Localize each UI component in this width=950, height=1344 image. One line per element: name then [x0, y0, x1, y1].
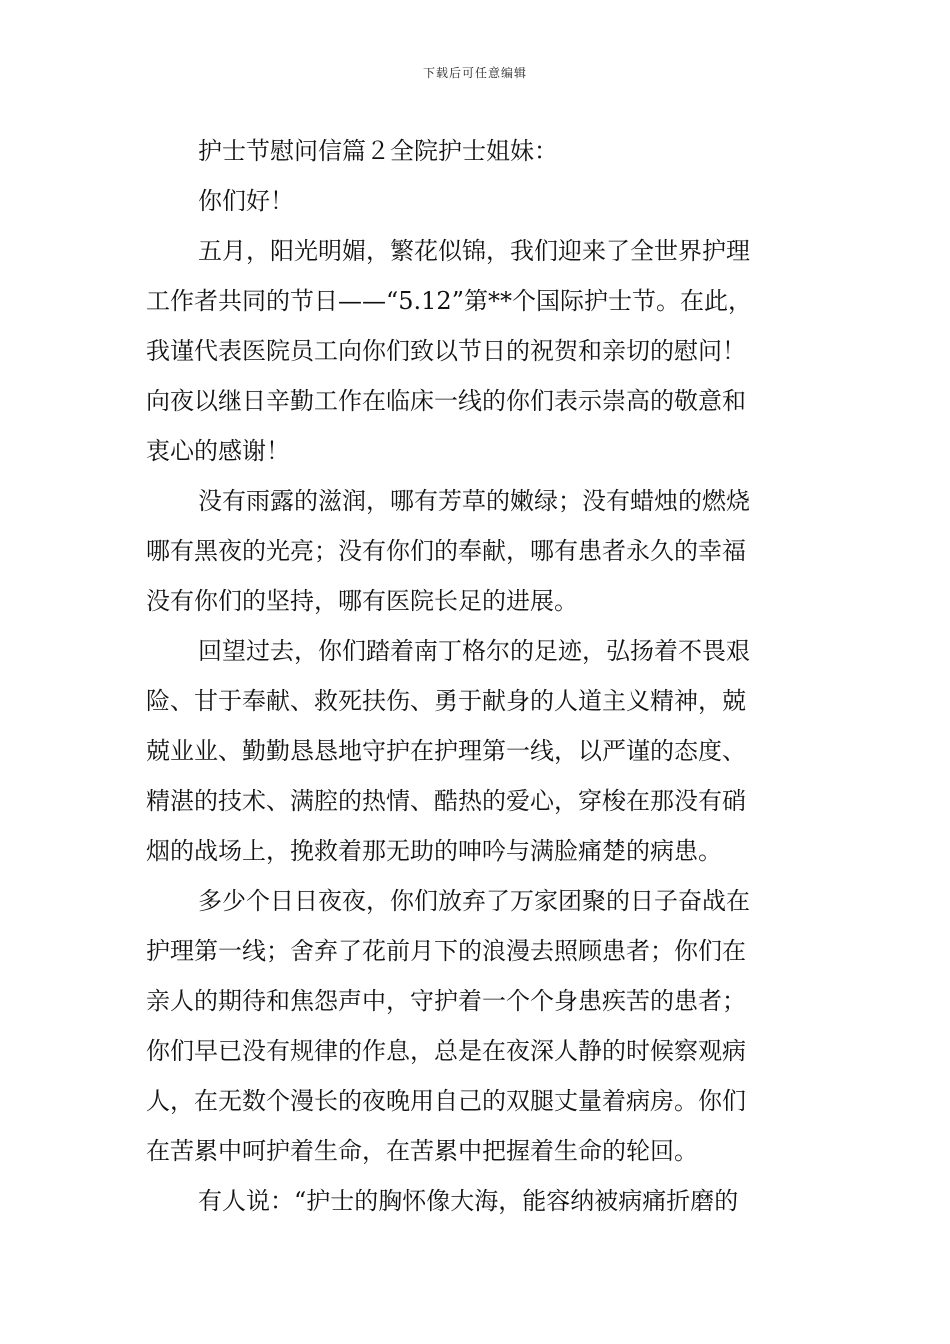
text-line: 没有你们的坚持，哪有医院长足的进展。: [146, 587, 578, 615]
text-line: 人，在无数个漫长的夜晚用自己的双腿丈量着病房。你们: [146, 1087, 746, 1115]
text-line: 在苦累中呵护着生命，在苦累中把握着生命的轮回。: [146, 1137, 698, 1165]
text-line: 烟的战场上，挽救着那无助的呻吟与满脸痛楚的病患。: [146, 837, 722, 865]
text-line: 精湛的技术、满腔的热情、酷热的爱心，穿梭在那没有硝: [146, 787, 746, 815]
text-line: 五月，阳光明媚，繁花似锦，我们迎来了全世界护理: [198, 237, 750, 265]
text-line: 衷心的感谢！: [146, 437, 290, 465]
text-line: 工作者共同的节日——“5.12”第**个国际护士节。在此，: [146, 287, 752, 315]
text-line: 护士节慰问信篇２全院护士姐妹：: [198, 137, 558, 165]
text-line: 险、甘于奉献、救死扶伤、勇于献身的人道主义精神，兢: [146, 687, 746, 715]
text-line: 亲人的期待和焦怨声中，守护着一个个身患疾苦的患者；: [146, 987, 746, 1015]
document-body: [146, 126, 810, 1226]
text-line: 向夜以继日辛勤工作在临床一线的你们表示崇高的敬意和: [146, 387, 746, 415]
text-line: 回望过去，你们踏着南丁格尔的足迹，弘扬着不畏艰: [198, 637, 750, 665]
text-line: 兢业业、勤勤恳恳地守护在护理第一线，以严谨的态度、: [146, 737, 746, 765]
page-header: 下载后可任意编辑: [422, 66, 527, 80]
text-line: 你们早已没有规律的作息，总是在夜深人静的时候察观病: [146, 1037, 746, 1065]
text-line: 你们好！: [198, 187, 294, 215]
text-line: 有人说：“护士的胸怀像大海，能容纳被病痛折磨的: [198, 1187, 739, 1215]
text-line: 哪有黑夜的光亮；没有你们的奉献，哪有患者永久的幸福: [146, 537, 746, 565]
text-line: 没有雨露的滋润，哪有芳草的嫩绿；没有蜡烛的燃烧: [198, 487, 750, 515]
text-line: 多少个日日夜夜，你们放弃了万家团聚的日子奋战在: [198, 887, 750, 915]
text-line: 我谨代表医院员工向你们致以节日的祝贺和亲切的慰问！: [146, 337, 746, 365]
text-line: 护理第一线；舍弃了花前月下的浪漫去照顾患者；你们在: [146, 937, 746, 965]
